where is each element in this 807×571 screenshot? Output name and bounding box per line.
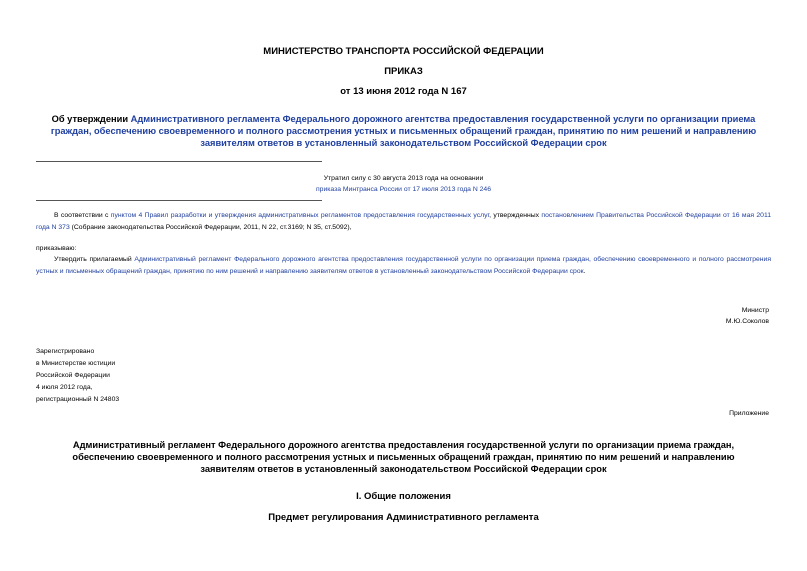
appendix-title: Административный регламент Федерального дорожного агентства предоставления государственной услуги по организации приема граждан, обеспечению своевременного и полного рассмотрения устных и письменных обращений граждан, принятию по ним решений и направлению заявителям ответов в установленный законодательством Российской Федерации срок (72, 440, 735, 474)
signature-name: М.Ю.Соколов (725, 318, 769, 325)
order-title (36, 113, 771, 149)
order-title-prefix: Об утверждении (51, 114, 131, 124)
signature-role: Министр (741, 307, 769, 314)
p1-text-c: (Собрание законодательства Российской Федерации, 2011, N 22, ст.3169; N 35, ст.5092), (69, 224, 352, 231)
p3-link-regulation[interactable]: Административный регламент Федерального дорожного агентства предоставления государственной услуги по организации приема граждан, обеспечению своевременного и полного рассмотрения устных и письменных обращений граждан, принятию по ним решений и направлению заявителям ответов в установленный законодательством Российской Федерации срок (36, 256, 772, 275)
divider-top (36, 161, 322, 162)
paragraph-order: приказываю: (36, 245, 77, 252)
divider-bottom (36, 200, 322, 201)
p3-text-b: . (583, 268, 586, 275)
repeal-notice-link[interactable]: приказа Минтранса России от 17 июля 2013 года N 246 (316, 186, 491, 193)
doc-type-heading: ПРИКАЗ (384, 66, 423, 77)
registration-line-2: в Министерстве юстиции (36, 360, 116, 367)
repeal-notice-link-wrap (36, 184, 771, 196)
repeal-notice-line: Утратил силу с 30 августа 2013 года на основании (323, 175, 484, 182)
registration-line-4: 4 июля 2012 года, (36, 384, 93, 391)
order-title-link[interactable]: Административного регламента Федерального дорожного агентства предоставления государственной услуги по организации приема граждан, обеспечению своевременного и полного рассмотрения устных и письменных обращений граждан, принятию по ним решений и направлению заявителям ответов в установленный законодательством Российской Федерации срок (50, 114, 757, 148)
date-number: от 13 июня 2012 года N 167 (340, 86, 467, 97)
registration-line-5: регистрационный N 24803 (36, 396, 120, 403)
registration-block (36, 346, 119, 406)
p1-link-rules[interactable]: пунктом 4 Правил разработки и утверждения административных регламентов предоставления государственных услуг (110, 212, 490, 219)
p3-text-a: Утвердить прилагаемый (54, 256, 135, 263)
registration-line-3: Российской Федерации (36, 372, 110, 379)
paragraph-approve (36, 254, 771, 278)
p1-text-b: , утвержденных (489, 212, 542, 219)
section-heading: I. Общие положения (356, 491, 451, 502)
registration-line-1: Зарегистрировано (36, 348, 95, 355)
subsection-heading: Предмет регулирования Административного регламента (268, 512, 539, 523)
ministry-heading: МИНИСТЕРСТВО ТРАНСПОРТА РОССИЙСКОЙ ФЕДЕРАЦИИ (263, 46, 544, 57)
p1-text-a: В соответствии с (54, 212, 111, 219)
appendix-label: Приложение (729, 410, 769, 417)
paragraph-basis (36, 210, 771, 234)
p1-link-resolution[interactable]: постановлением Правительства Российской Федерации от 16 мая 2011 года N 373 (36, 212, 772, 231)
